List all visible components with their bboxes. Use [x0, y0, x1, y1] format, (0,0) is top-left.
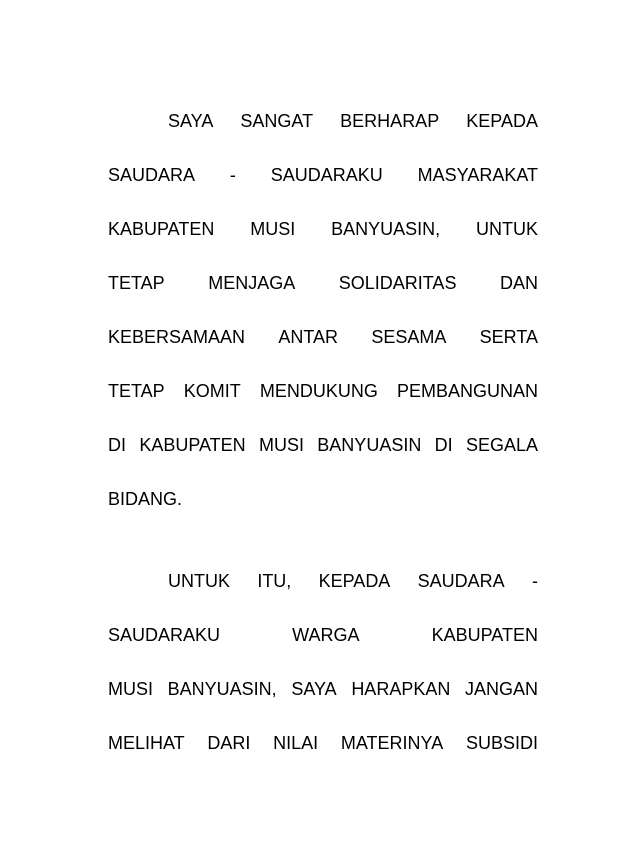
paragraph-1-line-7	[108, 434, 538, 456]
word: KEBERSAMAAN	[108, 327, 246, 347]
word: TETAP	[108, 381, 165, 401]
word: SAUDARA	[108, 165, 196, 185]
paragraph-2-line-2	[108, 624, 538, 646]
word: DI	[108, 435, 126, 455]
word: TETAP	[108, 273, 165, 293]
word: SANGAT	[240, 111, 314, 131]
word: KOMIT	[183, 381, 241, 401]
word: DI	[434, 435, 453, 455]
paragraph-1-line-2	[108, 164, 538, 186]
word: SAYA	[291, 679, 337, 699]
word: KABUPATEN	[139, 435, 246, 455]
paragraph-1-line-5	[108, 326, 538, 348]
word: BERHARAP	[340, 111, 440, 131]
paragraph-1-line-8	[108, 488, 538, 510]
word: MUSI	[258, 435, 304, 455]
paragraph-2-line-3	[108, 678, 538, 700]
word: ITU,	[257, 571, 292, 591]
word: SERTA	[479, 327, 538, 347]
word: -	[531, 571, 538, 591]
word: -	[229, 165, 236, 185]
word: KABUPATEN	[431, 625, 538, 645]
word: SUBSIDI	[465, 733, 538, 753]
word: ANTAR	[278, 327, 339, 347]
word: BANYUASIN	[317, 435, 422, 455]
word: NILAI	[273, 733, 319, 753]
word: KEPADA	[318, 571, 391, 591]
word: SAYA	[168, 111, 214, 131]
word: SAUDARAKU	[270, 165, 383, 185]
paragraph-1-line-6	[108, 380, 538, 402]
word: MUSI	[250, 219, 296, 239]
word: SOLIDARITAS	[338, 273, 457, 293]
paragraph-2-line-4	[108, 732, 538, 754]
word: MATERINYA	[340, 733, 444, 753]
word: HARAPKAN	[351, 679, 451, 699]
word: SAUDARAKU	[108, 625, 221, 645]
word: UNTUK	[168, 571, 230, 591]
word: BANYUASIN,	[167, 679, 277, 699]
word: BIDANG.	[108, 489, 183, 509]
word: SESAMA	[371, 327, 447, 347]
paragraph-1-line-3	[108, 218, 538, 240]
word: SEGALA	[465, 435, 538, 455]
word: KEPADA	[466, 111, 538, 131]
word: WARGA	[292, 625, 360, 645]
word: DARI	[207, 733, 251, 753]
paragraph-1-line-4	[108, 272, 538, 294]
word: JANGAN	[464, 679, 538, 699]
word: PEMBANGUNAN	[396, 381, 538, 401]
word: BANYUASIN,	[331, 219, 441, 239]
word: KABUPATEN	[108, 219, 215, 239]
word: UNTUK	[475, 219, 538, 239]
word: MUSI	[108, 679, 153, 699]
word: MENJAGA	[208, 273, 296, 293]
word: DAN	[499, 273, 538, 293]
paragraph-2-line-1	[168, 570, 538, 592]
word: MELIHAT	[108, 733, 185, 753]
word: MASYARAKAT	[417, 165, 538, 185]
paragraph-1-line-1	[168, 110, 538, 132]
word: SAUDARA	[417, 571, 505, 591]
word: MENDUKUNG	[259, 381, 378, 401]
